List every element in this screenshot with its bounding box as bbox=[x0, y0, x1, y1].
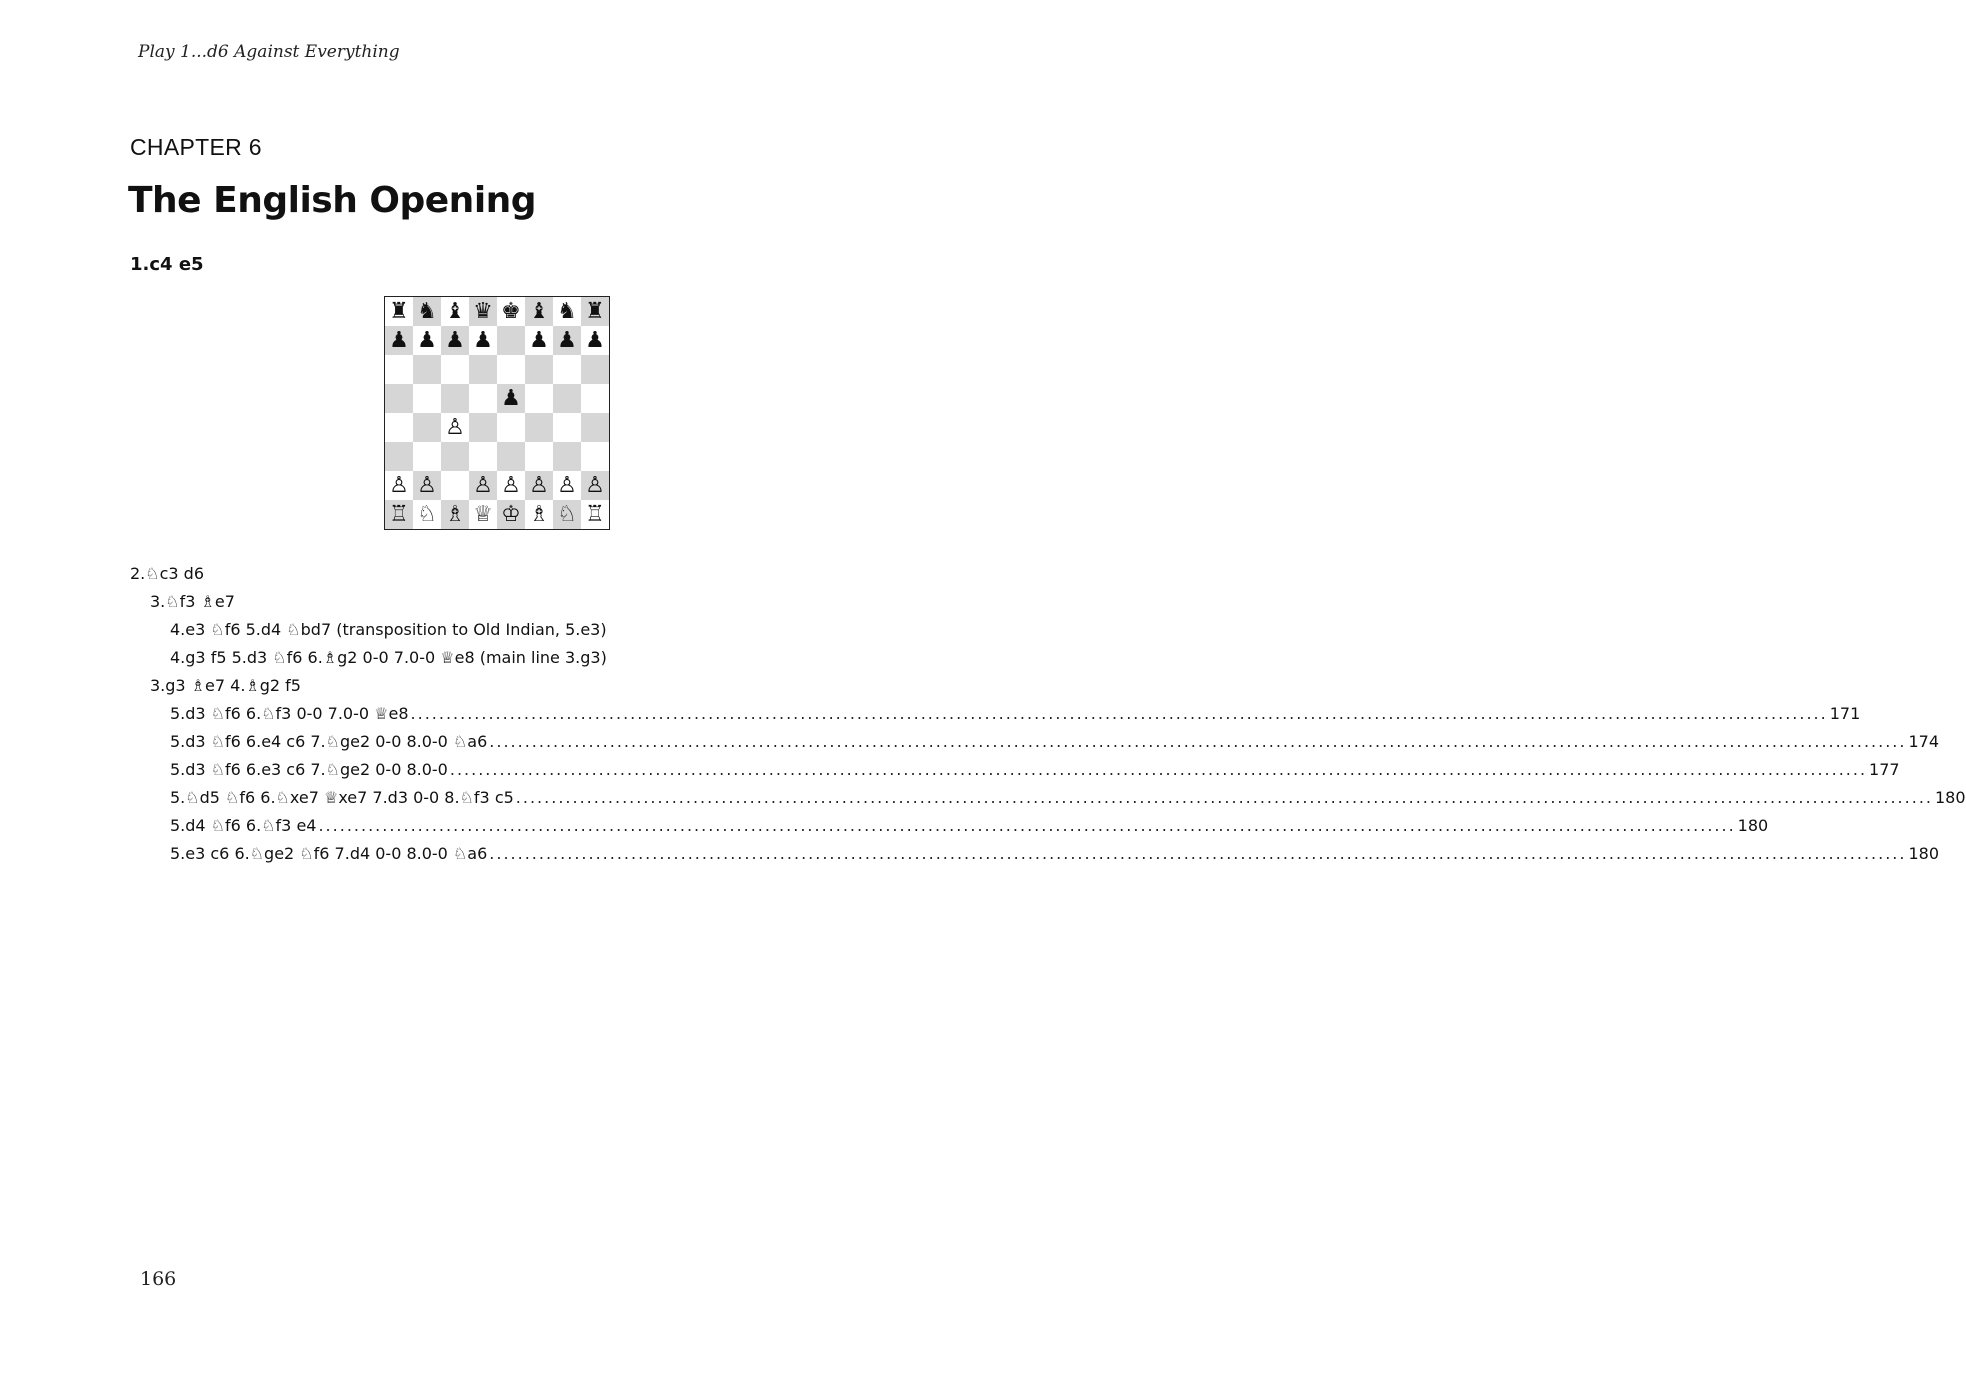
board-square-piece: ♛ bbox=[469, 297, 497, 326]
board-square-piece: ♟ bbox=[581, 326, 609, 355]
board-square-piece: ♗ bbox=[525, 500, 553, 529]
variation-moves: 5.d4 ♘f6 6.♘f3 e4 bbox=[170, 816, 317, 835]
board-square bbox=[497, 413, 525, 442]
board-square-piece: ♙ bbox=[553, 471, 581, 500]
board-square-piece: ♟ bbox=[413, 326, 441, 355]
board-square-piece: ♟ bbox=[553, 326, 581, 355]
board-square bbox=[581, 413, 609, 442]
board-square-piece: ♗ bbox=[441, 500, 469, 529]
variation-line bbox=[130, 588, 864, 616]
board-square bbox=[525, 442, 553, 471]
board-square bbox=[385, 355, 413, 384]
board-square-piece: ♙ bbox=[469, 471, 497, 500]
board-square-piece: ♝ bbox=[525, 297, 553, 326]
leader-dots: ........................................................................................................................................................................................................ bbox=[515, 788, 1933, 807]
variation-moves: 5.d3 ♘f6 6.♘f3 0-0 7.0-0 ♕e8 bbox=[170, 704, 409, 723]
board-square-piece: ♙ bbox=[413, 471, 441, 500]
board-square bbox=[469, 413, 497, 442]
variation-line bbox=[130, 560, 864, 588]
board-square bbox=[553, 442, 581, 471]
running-head: Play 1...d6 Against Everything bbox=[138, 42, 400, 62]
board-square-piece: ♜ bbox=[385, 297, 413, 326]
variation-page-ref: 177 bbox=[1869, 760, 1900, 779]
board-square-piece: ♕ bbox=[469, 500, 497, 529]
variation-page-ref: 180 bbox=[1908, 844, 1940, 863]
board-square bbox=[385, 413, 413, 442]
variation-moves: 4.e3 ♘f6 5.d4 ♘bd7 (transposition to Old Indian, 5.e3) bbox=[170, 620, 607, 639]
board-square-piece: ♟ bbox=[525, 326, 553, 355]
board-square bbox=[441, 384, 469, 413]
leader-dots: ........................................................................................................................................................................................................ bbox=[410, 704, 1828, 723]
main-line-moves: 1.c4 e5 bbox=[130, 254, 204, 275]
board-square bbox=[581, 442, 609, 471]
board-square bbox=[413, 355, 441, 384]
variation-page-ref: 174 bbox=[1908, 732, 1940, 751]
variation-moves: 3.♘f3 ♗e7 bbox=[150, 592, 235, 611]
board-square-piece: ♟ bbox=[385, 326, 413, 355]
board-square bbox=[525, 413, 553, 442]
board-square bbox=[385, 384, 413, 413]
board-square-piece: ♙ bbox=[581, 471, 609, 500]
board-square bbox=[525, 384, 553, 413]
board-square-piece: ♘ bbox=[413, 500, 441, 529]
leader-dots: ........................................................................................................................................................................................................ bbox=[489, 732, 1907, 751]
board-square-piece: ♟ bbox=[469, 326, 497, 355]
board-square-piece: ♘ bbox=[553, 500, 581, 529]
variation-moves: 5.♘d5 ♘f6 6.♘xe7 ♕xe7 7.d3 0-0 8.♘f3 c5 bbox=[170, 788, 514, 807]
variation-moves: 3.g3 ♗e7 4.♗g2 f5 bbox=[150, 676, 301, 695]
variation-line bbox=[130, 840, 1940, 868]
variation-page-ref: 180 bbox=[1934, 788, 1966, 807]
board-square-piece: ♟ bbox=[497, 384, 525, 413]
board-square-piece: ♙ bbox=[385, 471, 413, 500]
board-square bbox=[553, 384, 581, 413]
variation-page-ref: 171 bbox=[1829, 704, 1861, 723]
board-square-piece: ♙ bbox=[497, 471, 525, 500]
variation-index bbox=[130, 560, 1966, 868]
board-square-piece: ♙ bbox=[441, 413, 469, 442]
board-square bbox=[469, 384, 497, 413]
variation-line bbox=[130, 784, 1966, 812]
board-square bbox=[441, 442, 469, 471]
board-square-piece: ♞ bbox=[553, 297, 581, 326]
board-square-piece: ♟ bbox=[441, 326, 469, 355]
board-square-piece: ♚ bbox=[497, 297, 525, 326]
board-square bbox=[441, 471, 469, 500]
chapter-label: CHAPTER 6 bbox=[130, 134, 262, 160]
variation-line bbox=[130, 700, 1861, 728]
board-square bbox=[497, 326, 525, 355]
variation-moves: 2.♘c3 d6 bbox=[130, 564, 205, 583]
chapter-title: The English Opening bbox=[128, 180, 537, 221]
board-square bbox=[413, 384, 441, 413]
board-square bbox=[525, 355, 553, 384]
variation-moves: 5.e3 c6 6.♘ge2 ♘f6 7.d4 0-0 8.0-0 ♘a6 bbox=[170, 844, 488, 863]
leader-dots: ........................................................................................................................................................................................................ bbox=[318, 816, 1736, 835]
board-square-piece: ♔ bbox=[497, 500, 525, 529]
board-square bbox=[553, 355, 581, 384]
board-square-piece: ♖ bbox=[581, 500, 609, 529]
leader-dots: ........................................................................................................................................................................................................ bbox=[449, 760, 1868, 779]
board-square bbox=[581, 384, 609, 413]
board-square-piece: ♜ bbox=[581, 297, 609, 326]
board-square bbox=[413, 413, 441, 442]
variation-line bbox=[130, 756, 1900, 784]
variation-moves: 5.d3 ♘f6 6.e3 c6 7.♘ge2 0-0 8.0-0 bbox=[170, 760, 448, 779]
variation-moves: 5.d3 ♘f6 6.e4 c6 7.♘ge2 0-0 8.0-0 ♘a6 bbox=[170, 732, 488, 751]
variation-line bbox=[130, 616, 864, 644]
board-square bbox=[413, 442, 441, 471]
board-square bbox=[497, 442, 525, 471]
variation-line bbox=[130, 728, 1940, 756]
chess-diagram bbox=[384, 296, 610, 530]
board-square bbox=[581, 355, 609, 384]
variation-line bbox=[130, 672, 864, 700]
variation-page-ref: 180 bbox=[1737, 816, 1769, 835]
board-square bbox=[497, 355, 525, 384]
variation-moves: 4.g3 f5 5.d3 ♘f6 6.♗g2 0-0 7.0-0 ♕e8 (main line 3.g3) bbox=[170, 648, 607, 667]
leader-dots: ........................................................................................................................................................................................................ bbox=[489, 844, 1907, 863]
board-square-piece: ♙ bbox=[525, 471, 553, 500]
board-square-piece: ♝ bbox=[441, 297, 469, 326]
board-square bbox=[441, 355, 469, 384]
page-number: 166 bbox=[140, 1268, 177, 1290]
board-square bbox=[469, 442, 497, 471]
variation-line bbox=[130, 644, 864, 672]
variation-line bbox=[130, 812, 1769, 840]
board-square-piece: ♞ bbox=[413, 297, 441, 326]
board-square bbox=[385, 442, 413, 471]
board-square-piece: ♖ bbox=[385, 500, 413, 529]
board-square bbox=[469, 355, 497, 384]
board-square bbox=[553, 413, 581, 442]
